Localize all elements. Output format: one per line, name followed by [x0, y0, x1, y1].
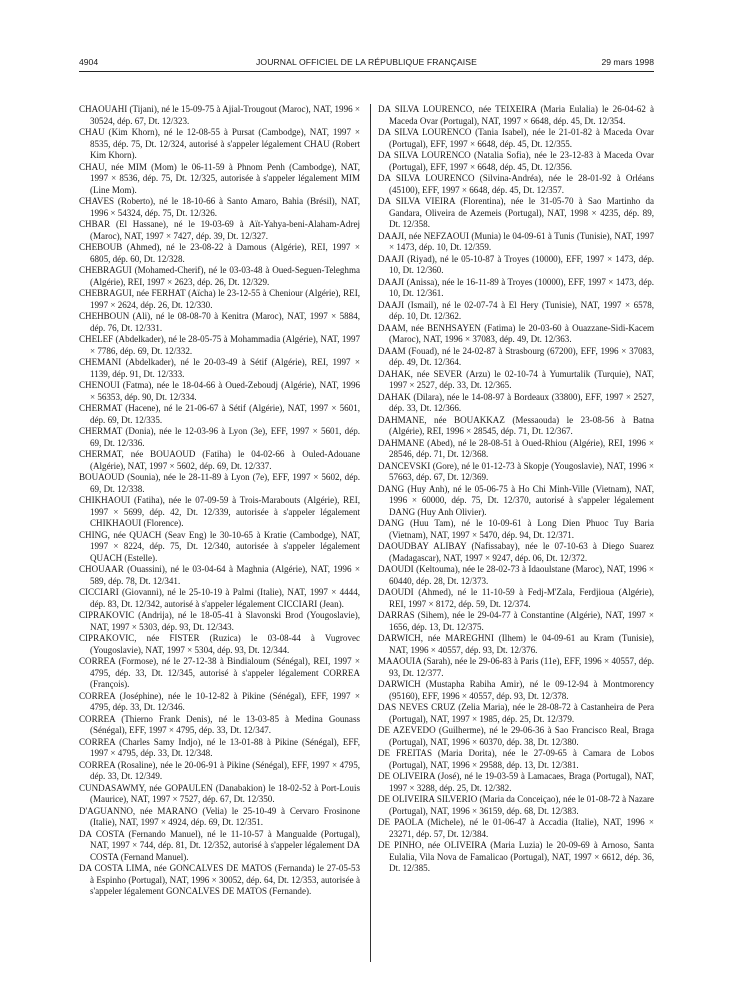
- entry: DAHMANE (Abed), né le 28-08-51 à Oued-Rhiou (Algérie), REI, 1996 × 28546, dép. 71, Dt. 12/368.: [378, 437, 654, 459]
- column-divider: [370, 104, 371, 962]
- entry: DAOUDBAY ALIBAY (Nafissabay), née le 07-10-63 à Diego Suarez (Madagascar), NAT, 1997 × 9247, dép. 06, Dt. 12/372.: [378, 541, 654, 563]
- right-column: [378, 104, 654, 875]
- entry: CHELEF (Abdelkader), né le 28-05-75 à Mohammadia (Algérie), NAT, 1997 × 7786, dép. 69, Dt. 12/332.: [79, 334, 360, 356]
- issue-date: 29 mars 1998: [601, 57, 654, 67]
- entry: DAHMANE, née BOUAKKAZ (Messaouda) le 23-08-56 à Batna (Algérie), REI, 1996 × 28545, dép. 71, Dt. 12/367.: [378, 414, 654, 436]
- entry: MAAOUIA (Sarah), née le 29-06-83 à Paris (11e), EFF, 1996 × 40557, dép. 93, Dt. 12/377.: [378, 656, 654, 678]
- entry: CHEBOUB (Ahmed), né le 23-08-22 à Damous (Algérie), REI, 1997 × 6805, dép. 60, Dt. 12/328.: [79, 242, 360, 264]
- header-rule: [79, 71, 654, 72]
- entry: BOUAOUD (Sounia), née le 28-11-89 à Lyon (7e), EFF, 1997 × 5602, dép. 69, Dt. 12/338.: [79, 472, 360, 494]
- entry: CHAVES (Roberto), né le 18-10-66 à Santo Amaro, Bahia (Brésil), NAT, 1996 × 54324, dép. 75, Dt. 12/326.: [79, 196, 360, 218]
- entry: CORREA (Formose), né le 27-12-38 à Bindialoum (Sénégal), REI, 1997 × 4795, dép. 33, Dt. 12/345, autorisé à s'appeler légalement CORREA (François).: [79, 656, 360, 689]
- entry: DAAM (Fouad), né le 24-02-87 à Strasbourg (67200), EFF, 1996 × 37083, dép. 49, Dt. 12/364.: [378, 345, 654, 367]
- journal-title: JOURNAL OFFICIEL DE LA RÉPUBLIQUE FRANÇAISE: [256, 57, 477, 67]
- entry: DANG (Huu Tam), né le 10-09-61 à Long Dien Phuoc Tuy Baria (Vietnam), NAT, 1997 × 5470, dép. 94, Dt. 12/371.: [378, 518, 654, 540]
- entry: CHAOUAHI (Tijani), né le 15-09-75 à Ajial-Trougout (Maroc), NAT, 1996 × 30524, dép. 67, Dt. 12/323.: [79, 104, 360, 126]
- entry: CORREA (Joséphine), née le 10-12-82 à Pikine (Sénégal), EFF, 1997 × 4795, dép. 33, Dt. 12/346.: [79, 690, 360, 712]
- entry: DA SILVA LOURENCO (Tania Isabel), née le 21-01-82 à Maceda Ovar (Portugal), EFF, 1997 × 6648, dép. 45, Dt. 12/355.: [378, 127, 654, 149]
- entry: CHEMANI (Abdelkader), né le 20-03-49 à Sétif (Algérie), REI, 1997 × 1139, dép. 91, Dt. 12/333.: [79, 357, 360, 379]
- entry: DAAJI, née NEFZAOUI (Munia) le 04-09-61 à Tunis (Tunisie), NAT, 1997 × 1473, dép. 10, Dt. 12/359.: [378, 230, 654, 252]
- entry: DA COSTA (Fernando Manuel), né le 11-10-57 à Mangualde (Portugal), NAT, 1997 × 744, dép. 81, Dt. 12/352, autorisé à s'appeler légalement DA COSTA (Fernand Manuel).: [79, 828, 360, 862]
- entry: CHOUAAR (Ouassini), né le 03-04-64 à Maghnia (Algérie), NAT, 1996 × 589, dép. 78, Dt. 12/341.: [79, 564, 360, 586]
- entry: CHERMAT, née BOUAOUD (Fatiha) le 04-02-66 à Ouled-Adouane (Algérie), NAT, 1997 × 5602, dép. 69, Dt. 12/337.: [79, 449, 360, 471]
- entry: DA SILVA LOURENCO (Silvina-Andréa), née le 28-01-92 à Orléans (45100), EFF, 1997 × 6648, dép. 45, Dt. 12/357.: [378, 173, 654, 195]
- entry: DARWICH, née MAREGHNI (Ilhem) le 04-09-61 au Kram (Tunisie), NAT, 1996 × 40557, dép. 93, Dt. 12/376.: [378, 633, 654, 655]
- entry: DA SILVA LOURENCO, née TEIXEIRA (Maria Eulalia) le 26-04-62 à Maceda Ovar (Portugal), NAT, 1997 × 6648, dép. 45, Dt. 12/354.: [378, 104, 654, 126]
- entry: DE AZEVEDO (Guilherme), né le 29-06-36 à Sao Francisco Real, Braga (Portugal), NAT, 1996 × 60370, dép. 38, Dt. 12/380.: [378, 725, 654, 747]
- entry: CHING, née QUACH (Seav Eng) le 30-10-65 à Kratie (Cambodge), NAT, 1997 × 8224, dép. 75, Dt. 12/340, autorisée à s'appeler légalement QUACH (Estelle).: [79, 529, 360, 563]
- entry: DANG (Huy Anh), né le 05-06-75 à Ho Chi Minh-Ville (Vietnam), NAT, 1996 × 60000, dép. 75, Dt. 12/370, autorisé à s'appeler légalement DANG (Huy Anh Olivier).: [378, 483, 654, 517]
- entry: CORREA (Thierno Frank Denis), né le 13-03-85 à Medina Gounass (Sénégal), EFF, 1997 × 4795, dép. 33, Dt. 12/347.: [79, 713, 360, 735]
- entry: DAOUDI (Keltouma), née le 28-02-73 à Idaoulstane (Maroc), NAT, 1996 × 60440, dép. 28, Dt. 12/373.: [378, 564, 654, 586]
- entry: DE PINHO, née OLIVEIRA (Maria Luzia) le 20-09-69 à Arnoso, Santa Eulalia, Vila Nova de Famalicao (Portugal), NAT, 1997 × 6612, dép. 36, Dt. 12/385.: [378, 840, 654, 873]
- entry: CHENOUI (Fatma), née le 18-04-66 à Oued-Zeboudj (Algérie), NAT, 1996 × 56353, dép. 90, Dt. 12/334.: [79, 380, 360, 402]
- entry: CHEBRAGUI (Mohamed-Cherif), né le 03-03-48 à Oued-Seguen-Teleghma (Algérie), REI, 1997 × 2623, dép. 26, Dt. 12/329.: [79, 265, 360, 287]
- entry: CHEBRAGUI, née FERHAT (Aïcha) le 23-12-55 à Cheniour (Algérie), REI, 1997 × 2624, dép. 26, Dt. 12/330.: [79, 288, 360, 310]
- page-header: [79, 57, 654, 69]
- entry: DE OLIVEIRA (José), né le 19-03-59 à Lamacaes, Braga (Portugal), NAT, 1997 × 3288, dép. 25, Dt. 12/382.: [378, 771, 654, 793]
- entry: CHBAR (El Hassane), né le 19-03-69 à Aït-Yahya-beni-Alaham-Adrej (Maroc), NAT, 1997 × 7427, dép. 39, Dt. 12/327.: [79, 219, 360, 241]
- entry: CHERMAT (Hacene), né le 21-06-67 à Sétif (Algérie), NAT, 1997 × 5601, dép. 69, Dt. 12/335.: [79, 403, 360, 425]
- entry: DAAJI (Anissa), née le 16-11-89 à Troyes (10000), EFF, 1997 × 1473, dép. 10, Dt. 12/361.: [378, 276, 654, 298]
- page-number: 4904: [79, 57, 99, 67]
- left-column: [79, 104, 360, 898]
- entry: CIPRAKOVIC (Andrija), né le 18-05-41 à Slavonski Brod (Yougoslavie), NAT, 1997 × 5303, dép. 93, Dt. 12/343.: [79, 610, 360, 632]
- entry: DA SILVA VIEIRA (Florentina), née le 31-05-70 à Sao Martinho da Gandara, Oliveira de Azemeis (Portugal), NAT, 1998 × 4235, dép. 89, Dt. 12/358.: [378, 196, 654, 229]
- entry: DA COSTA LIMA, née GONCALVES DE MATOS (Fernanda) le 27-05-53 à Espinho (Portugal), NAT, 1996 × 30052, dép. 64, Dt. 12/353, autorisée à s'appeler légalement GONCALVES DE MATOS (Fernande).: [79, 863, 360, 896]
- entry: CHERMAT (Donia), née le 12-03-96 à Lyon (3e), EFF, 1997 × 5601, dép. 69, Dt. 12/336.: [79, 426, 360, 448]
- entry: DAAJI (Ismail), né le 02-07-74 à El Hery (Tunisie), NAT, 1997 × 6578, dép. 10, Dt. 12/362.: [378, 299, 654, 321]
- entry: DAOUDI (Ahmed), né le 11-10-59 à Fedj-M'Zala, Ferdjioua (Algérie), REI, 1997 × 8172, dép. 59, Dt. 12/374.: [378, 587, 654, 609]
- entry: DARWICH (Mustapha Rabiha Amir), né le 09-12-94 à Montmorency (95160), EFF, 1996 × 40557, dép. 93, Dt. 12/378.: [378, 679, 654, 701]
- entry: CORREA (Rosaline), née le 20-06-91 à Pikine (Sénégal), EFF, 1997 × 4795, dép. 33, Dt. 12/349.: [79, 759, 360, 781]
- entry: DAS NEVES CRUZ (Zelia Maria), née le 28-08-72 à Castanheira de Pera (Portugal), NAT, 1997 × 1985, dép. 25, Dt. 12/379.: [378, 702, 654, 724]
- entry: D'AGUANNO, née MARANO (Velia) le 25-10-49 à Cervaro Frosinone (Italie), NAT, 1997 × 4924, dép. 69, Dt. 12/351.: [79, 805, 360, 827]
- entry: CICCIARI (Giovanni), né le 25-10-19 à Palmi (Italie), NAT, 1997 × 4444, dép. 83, Dt. 12/342, autorisé à s'appeler légalement CICCIARI (Jean).: [79, 587, 360, 609]
- entry: DE FREITAS (Maria Dorita), née le 27-09-65 à Camara de Lobos (Portugal), NAT, 1996 × 29588, dép. 13, Dt. 12/381.: [378, 748, 654, 770]
- entry: DA SILVA LOURENCO (Natalia Sofia), née le 23-12-83 à Maceda Ovar (Portugal), EFF, 1997 × 6648, dép. 45, Dt. 12/356.: [378, 150, 654, 172]
- entry: DE OLIVEIRA SILVERIO (Maria da Conceiçao), née le 01-08-72 à Nazare (Portugal), NAT, 1996 × 36159, dép. 68, Dt. 12/383.: [378, 794, 654, 816]
- entry: DANCEVSKI (Gore), né le 01-12-73 à Skopje (Yougoslavie), NAT, 1996 × 57663, dép. 67, Dt. 12/369.: [378, 460, 654, 482]
- entry: CHAU, née MIM (Mom) le 06-11-59 à Phnom Penh (Cambodge), NAT, 1997 × 8536, dép. 75, Dt. 12/325, autorisée à s'appeler légalement MIM (Line Mom).: [79, 161, 360, 195]
- entry: CHAU (Kim Khorn), né le 12-08-55 à Pursat (Cambodge), NAT, 1997 × 8535, dép. 75, Dt. 12/324, autorisé à s'appeler légalement CHAU (Robert Kim Khorn).: [79, 127, 360, 160]
- entry: CUNDASAWMY, née GOPAULEN (Danabakion) le 18-02-52 à Port-Louis (Maurice), NAT, 1997 × 7527, dép. 67, Dt. 12/350.: [79, 782, 360, 804]
- entry: CHEHBOUN (Ali), né le 08-08-70 à Kenitra (Maroc), NAT, 1997 × 5884, dép. 76, Dt. 12/331.: [79, 311, 360, 333]
- entry: CORREA (Charles Samy Indjo), né le 13-01-88 à Pikine (Sénégal), EFF, 1997 × 4795, dép. 33, Dt. 12/348.: [79, 736, 360, 758]
- entry: DE PAOLA (Michele), né le 01-06-47 à Accadia (Italie), NAT, 1996 × 23271, dép. 57, Dt. 12/384.: [378, 817, 654, 839]
- entry: DAAJI (Riyad), né le 05-10-87 à Troyes (10000), EFF, 1997 × 1473, dép. 10, Dt. 12/360.: [378, 253, 654, 275]
- entry: DAHAK, née SEVER (Arzu) le 02-10-74 à Yumurtalik (Turquie), NAT, 1997 × 2527, dép. 33, Dt. 12/365.: [378, 368, 654, 390]
- entry: DARRAS (Sihem), née le 29-04-77 à Constantine (Algérie), NAT, 1997 × 1656, dép. 13, Dt. 12/375.: [378, 610, 654, 632]
- entry: DAAM, née BENHSAYEN (Fatima) le 20-03-60 à Ouazzane-Sidi-Kacem (Maroc), NAT, 1996 × 37083, dép. 49, Dt. 12/363.: [378, 322, 654, 344]
- entry: CIPRAKOVIC, née FISTER (Ruzica) le 03-08-44 à Vugrovec (Yougoslavie), NAT, 1997 × 5304, dép. 93, Dt. 12/344.: [79, 633, 360, 655]
- entry: DAHAK (Dilara), née le 14-08-97 à Bordeaux (33800), EFF, 1997 × 2527, dép. 33, Dt. 12/366.: [378, 391, 654, 413]
- entry: CHIKHAOUI (Fatiha), née le 07-09-59 à Trois-Marabouts (Algérie), REI, 1997 × 5699, dép. 42, Dt. 12/339, autorisée à s'appeler légalement CHIKHAOUI (Florence).: [79, 495, 360, 528]
